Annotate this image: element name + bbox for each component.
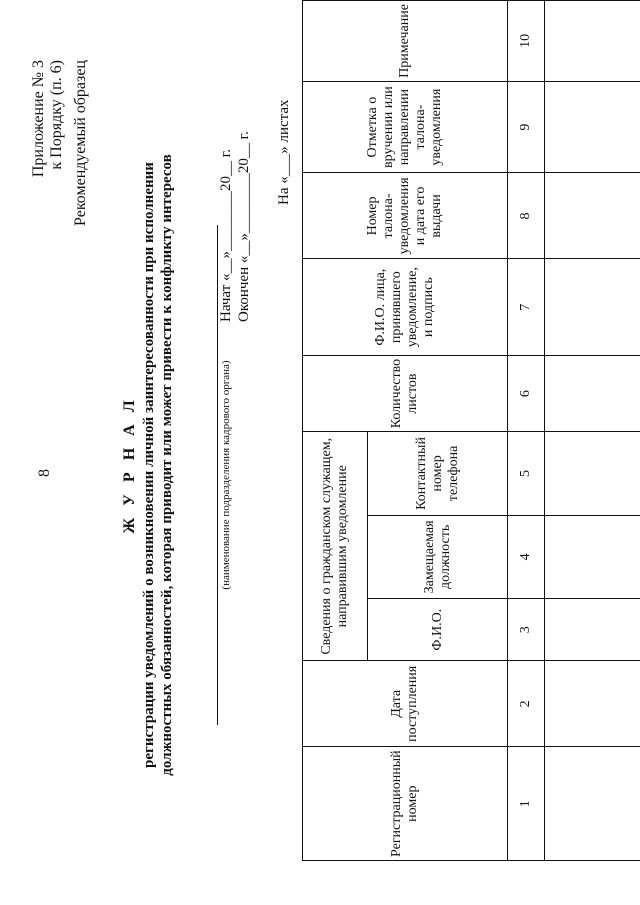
appendix-line-1: Приложение № 3 [30, 60, 47, 178]
column-number: 2 [508, 661, 545, 747]
org-name-caption: (наименование подразделения кадрового органа) [220, 360, 232, 590]
column-number: 4 [508, 515, 545, 598]
table-cell [545, 355, 640, 431]
col-header-employee-info: Сведения о гражданском служащем, направившим уведомление [303, 432, 368, 661]
col-header-phone: Контактный номер телефона [368, 432, 508, 515]
table-cell [545, 1, 640, 82]
header-row-1 [303, 1, 368, 861]
table-cell [545, 173, 640, 259]
recommended-sample-label: Рекомендуемый образец [72, 60, 89, 226]
table-cell [545, 515, 640, 598]
page-number: 8 [36, 469, 53, 477]
column-number: 1 [508, 747, 545, 861]
column-number: 10 [508, 1, 545, 82]
column-number: 8 [508, 173, 545, 259]
column-number: 6 [508, 355, 545, 431]
col-header-position: Замещаемая должность [368, 515, 508, 598]
end-date: Окончен «__»________20__ г. [236, 131, 252, 322]
col-header-receiver: Ф.И.О. лица, принявшего уведомление, и подпись [303, 259, 508, 355]
sheets-count: На «___» листах [276, 99, 292, 205]
journal-dates [217, 131, 253, 322]
column-number: 5 [508, 432, 545, 515]
table-cell [545, 81, 640, 173]
col-header-delivery-mark: Отметка о вручении или направлении талона-уведомления [303, 81, 508, 173]
col-header-sheets: Количество листов [303, 355, 508, 431]
journal-subtitle-line-1: регистрации уведомлений о возникновении личной заинтересованности при исполнении [141, 162, 157, 768]
appendix-note [30, 60, 66, 360]
table-cell [545, 747, 640, 861]
column-number: 9 [508, 81, 545, 173]
table-cell [545, 599, 640, 661]
column-number: 3 [508, 599, 545, 661]
journal-title: Ж У Р Н А Л [121, 396, 138, 534]
table-cell [545, 661, 640, 747]
column-number: 7 [508, 259, 545, 355]
column-numbers-row [508, 1, 545, 861]
col-header-notes: Примечание [303, 1, 508, 82]
registration-table [302, 0, 640, 861]
journal-subtitle-line-2: должностных обязанностей, которая приводит или может привести к конфликту интересов [159, 154, 175, 776]
col-header-reg-number: Регистрационный номер [303, 747, 508, 861]
empty-entry-row [545, 1, 640, 861]
appendix-line-2: к Порядку (п. 6) [48, 60, 65, 170]
table-cell [545, 432, 640, 515]
col-header-fio: Ф.И.О. [368, 599, 508, 661]
col-header-receipt-date: Дата поступления [303, 661, 508, 747]
table-cell [545, 259, 640, 355]
col-header-ticket: Номер талона-уведомления и дата его выдачи [303, 173, 508, 259]
start-date: Начат «__»________20__ г. [218, 149, 234, 322]
